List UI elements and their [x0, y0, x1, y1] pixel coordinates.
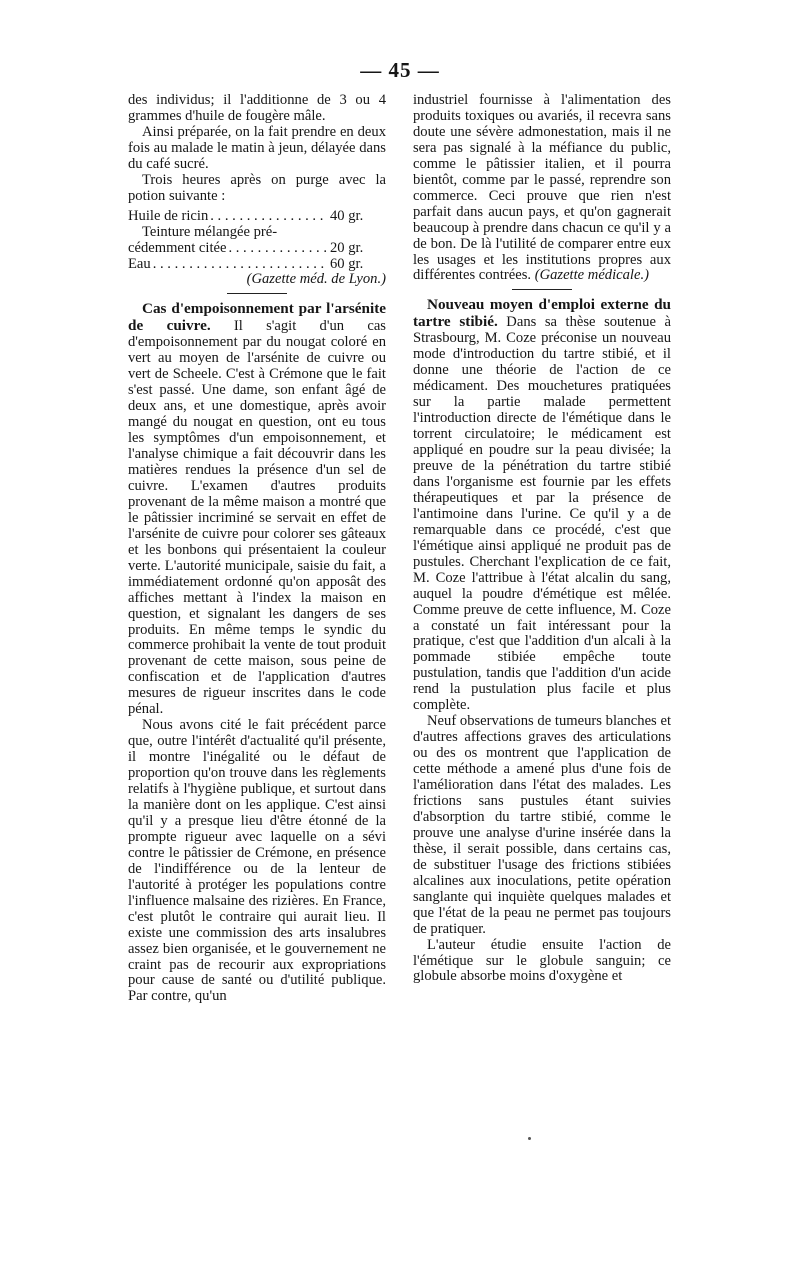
leader-dots: [153, 257, 328, 273]
article: [128, 301, 386, 718]
paragraph: L'auteur étudie ensuite l'action de l'émétique sur le globule sanguin; ce globule absorbe moins d'oxygène et: [413, 936, 671, 985]
article-title: Nouveau moyen d'emploi externe du tartre stibié.: [413, 296, 671, 331]
recipe-list: [128, 209, 386, 273]
recipe-qty: [330, 225, 386, 241]
recipe-item: Teinture mélangée pré-: [142, 223, 278, 240]
paragraph: des individus; il l'additionne de 3 ou 4 grammes d'huile de fougère mâle.: [128, 92, 386, 124]
article: [413, 297, 671, 714]
paragraph-text: industriel fournisse à l'alimentation des produits toxiques ou avariés, il recevra sans doute une sévère admonestation, mais il ne sera pas signalé à la méfiance du public, comme le pâtissier italien, et il pourra bientôt, comme par le passé, reprendre son commerce. Ceci prouve que rien n'est parfait dans aucun pays, et qu'on gagnerait beaucoup à prendre dans chacun ce qu'il y a de bon. De là l'utilité de comparer entre eux les usages et les institutions propres aux différentes contrées.: [413, 92, 671, 284]
leader-dots: [210, 209, 328, 225]
print-speck: [528, 1137, 531, 1140]
recipe-qty: 60 gr.: [330, 255, 364, 272]
article-body: Il s'agit d'un cas d'empoisonnement par du nougat coloré en vert au moyen de l'arsénite de cuivre ou vert de Scheele. C'est à Crémone que le fait s'est passé. Une dame, son enfant âgé de deux ans, et une domestique, après avoir mangé du nougat en question, ont eu tous les symptômes d'un empoisonnement, et l'analyse chimique a fait découvrir dans les matières rendues la présence d'un sel de cuivre. L'examen d'autres produits provenant de la même maison a montré que le pâtissier incriminé se servait en effet de l'arsénite de cuivre pour colorer ses gâteaux et les bonbons qui présentaient la couleur verte. L'autorité municipale, saisie du fait, a immédiatement ordonné qu'on apposât des affiches mettant à l'index la maison en question, et signalant les dangers de ses produits. En même temps le syndic du commerce prohibait la vente de tout produit provenant de cette maison, sous peine de confiscation et de l'application d'autres mesures de rigueur inscrites dans le code pénal.: [128, 318, 386, 718]
paragraph: Ainsi préparée, on la fait prendre en deux fois au malade le matin à jeun, délayée dans du café sucré.: [128, 123, 386, 172]
leader-dots: [228, 241, 328, 257]
recipe-qty: 20 gr.: [330, 239, 364, 256]
source-citation: (Gazette méd. de Lyon.): [246, 271, 386, 288]
recipe-line: [128, 257, 386, 273]
recipe-qty: 40 gr.: [330, 207, 364, 224]
page-number: — 45 —: [360, 58, 440, 82]
article-title: Cas d'empoisonnement par l'arsénite de cuivre.: [128, 300, 386, 335]
paragraph: Neuf observations de tumeurs blanches et d'autres affections graves des articulations ou des os montrent que l'application de cette méthode a amené plus d'une fois de l'amélioration dans l'état des malades. Les frictions sans pustules étant suivies d'absorption du tartre stibié, comme le prouve une analyse d'urine insérée dans la thèse, il serait possible, dans certains cas, de substituer l'usage des frictions stibiées alcalines aux inoculations, petite opération sanglante qui inquiète quelques malades et que l'état de la peau ne permet pas toujours de pratiquer.: [413, 713, 671, 937]
recipe-item: Eau: [128, 255, 151, 272]
recipe-line: [128, 209, 386, 225]
recipe-line: [128, 225, 386, 241]
section-divider: [512, 289, 572, 290]
recipe-item: cédemment citée: [128, 239, 227, 256]
paragraph: Trois heures après on purge avec la potion suivante :: [128, 171, 386, 204]
article-body: Dans sa thèse soutenue à Strasbourg, M. Coze préconise un nouveau mode d'introduction du tartre stibié, et il donne une théorie de l'action de ce médicament. Des mouchetures pratiquées sur la partie malade permettent l'introduction directe de l'émétique dans le torrent circulatoire; le médicament est appliqué en poudre sur la peau divisée; la preuve de la pénétration du tartre stibié dans l'organisme est fournie par les effets thérapeutiques et par la présence de l'antimoine dans l'urine. Ce qu'il y a de remarquable dans ce procédé, c'est que l'émétique ainsi appliqué ne produit pas de pustules. Cherchant l'explication de ce fait, M. Coze l'attribue à l'état alcalin du sang, auquel la poudre d'émétique est mêlée. Comme preuve de cette influence, M. Coze a constaté un fait intéressant pour la pratique, c'est que l'addition d'un alcali à la pommade stibiée empêche toute pustulation, tandis que l'addition d'un acide rend la pustulation plus facile et plus complète.: [413, 314, 671, 714]
paragraph: Nous avons cité le fait précédent parce que, outre l'intérêt d'actualité qu'il présente, il montre l'inégalité ou le défaut de proportion qu'on trouve dans les règlements relatifs à l'hygiène publique, et surtout dans la manière dont on les applique. C'est ainsi qu'il y a presque lieu d'être étonné de la prompte rigueur avec laquelle on a sévi contre le pâtissier de Crémone, en présence de l'indifférence ou de la lenteur de l'autorité à protéger les populations contre l'influence malsaine des rizières. En France, c'est plutôt le contraire qui aurait lieu. Il existe une commission des arts insalubres assez bien organisée, et le gouvernement ne craint pas de recourir aux expropriations pour cause de santé ou d'utilité publique. Par contre, qu'un: [128, 717, 386, 1005]
right-column: [413, 93, 671, 985]
recipe-line: [128, 241, 386, 257]
section-divider: [227, 293, 287, 294]
left-column: [128, 93, 386, 1005]
source-citation: (Gazette médicale.): [534, 267, 649, 284]
paragraph: [413, 93, 671, 284]
recipe-item: Huile de ricin: [128, 207, 209, 224]
